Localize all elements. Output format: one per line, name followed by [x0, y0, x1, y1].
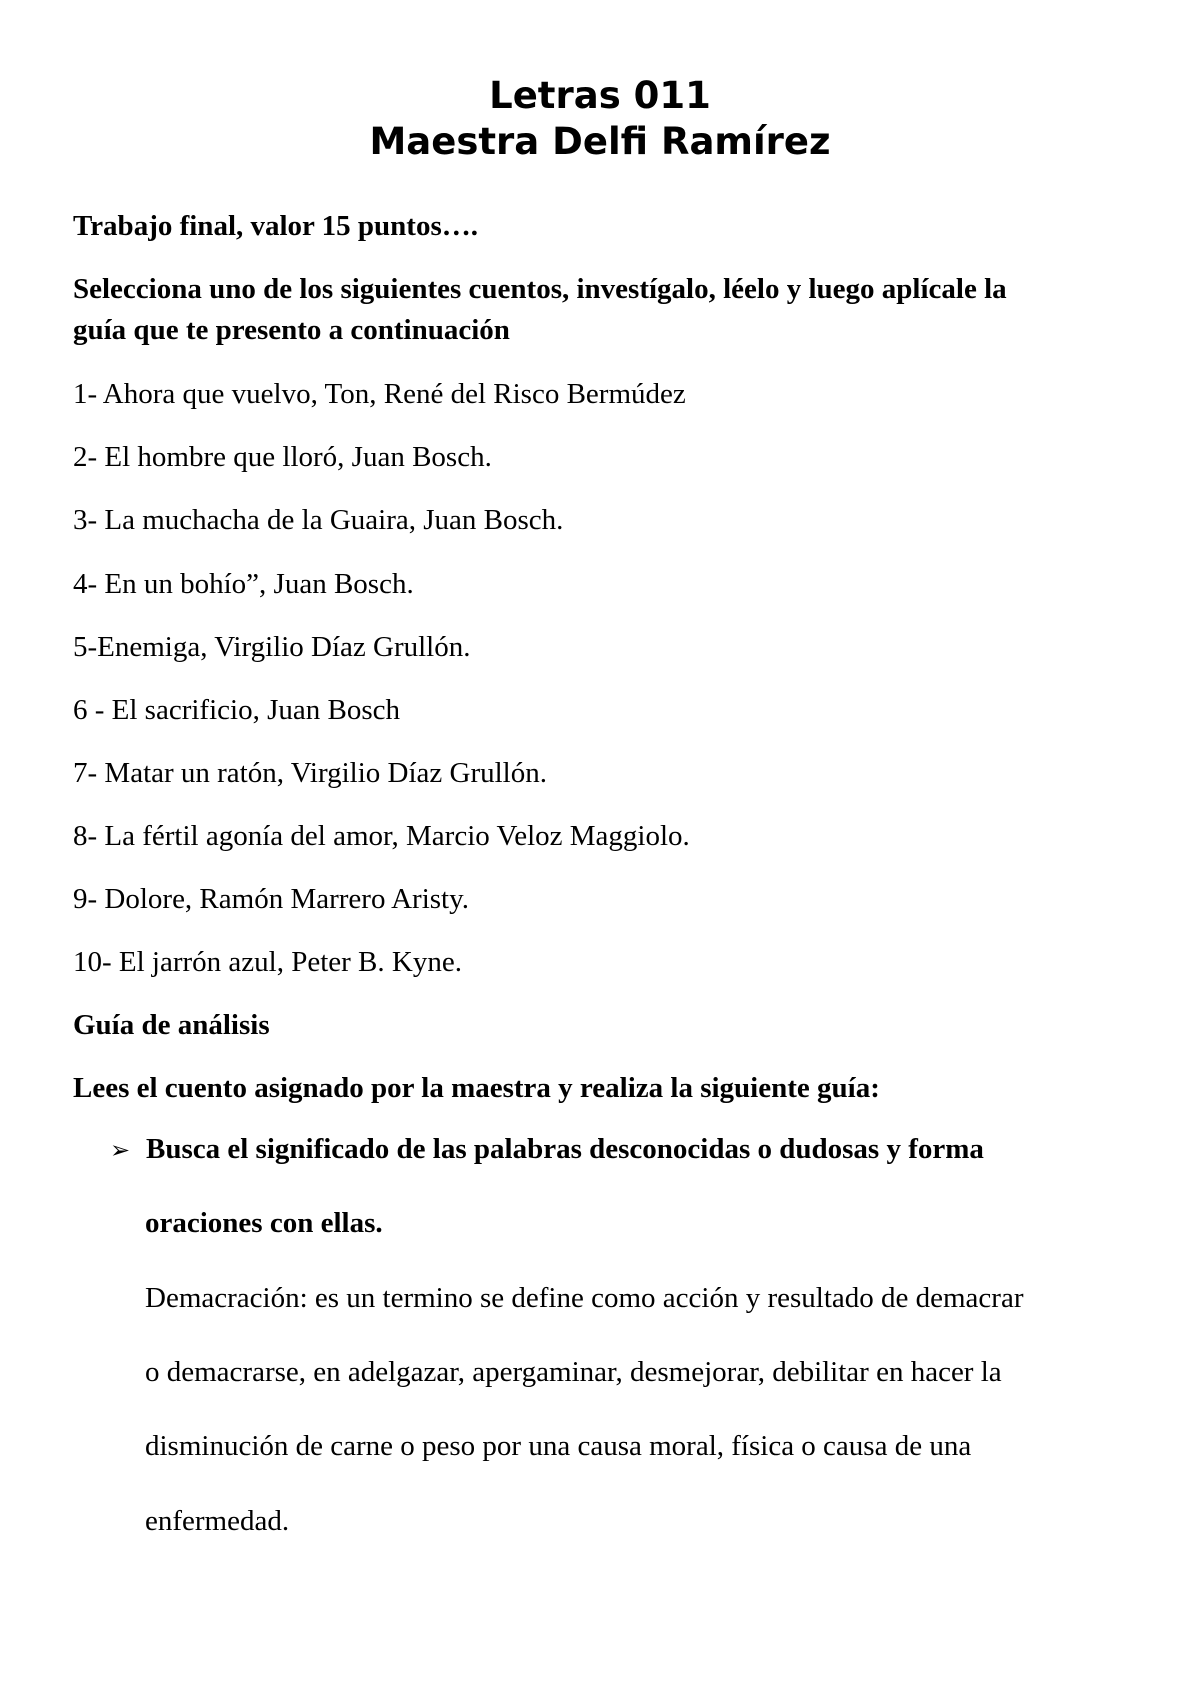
- definition-line-1: Demacración: es un termino se define como acción y resultado de demacrar: [145, 1282, 1024, 1314]
- bullet-text-line-1: Busca el significado de las palabras desconocidas o dudosas y forma: [146, 1133, 984, 1165]
- story-item-1: 1- Ahora que vuelvo, Ton, René del Risco Bermúdez: [73, 378, 686, 410]
- instructions-line-2: guía que te presento a continuación: [73, 314, 510, 346]
- story-item-8: 8- La fértil agonía del amor, Marcio Veloz Maggiolo.: [73, 820, 690, 852]
- bullet-text-line-2: oraciones con ellas.: [145, 1207, 383, 1239]
- course-title: Letras 011: [489, 74, 711, 117]
- assignment-line: Trabajo final, valor 15 puntos….: [73, 210, 478, 242]
- story-item-2: 2- El hombre que lloró, Juan Bosch.: [73, 441, 492, 473]
- definition-line-2: o demacrarse, en adelgazar, apergaminar, desmejorar, debilitar en hacer la: [145, 1356, 1002, 1388]
- story-item-5: 5-Enemiga, Virgilio Díaz Grullón.: [73, 631, 471, 663]
- story-item-9: 9- Dolore, Ramón Marrero Aristy.: [73, 883, 469, 915]
- instructions-line-1: Selecciona uno de los siguientes cuentos, investígalo, léelo y luego aplícale la: [73, 273, 1007, 305]
- story-item-7: 7- Matar un ratón, Virgilio Díaz Grullón.: [73, 757, 547, 789]
- story-item-3: 3- La muchacha de la Guaira, Juan Bosch.: [73, 504, 564, 536]
- teacher-name: Maestra Delfi Ramírez: [369, 120, 831, 163]
- guide-instruction: Lees el cuento asignado por la maestra y realiza la siguiente guía:: [73, 1072, 880, 1104]
- definition-line-4: enfermedad.: [145, 1505, 290, 1537]
- story-item-10: 10- El jarrón azul, Peter B. Kyne.: [73, 946, 462, 978]
- guide-bullet-item: [110, 1131, 984, 1168]
- arrowhead-bullet-icon: ➢: [110, 1136, 131, 1164]
- story-item-6: 6 - El sacrificio, Juan Bosch: [73, 694, 400, 726]
- guide-heading: Guía de análisis: [73, 1009, 270, 1041]
- story-item-4: 4- En un bohío”, Juan Bosch.: [73, 568, 414, 600]
- definition-line-3: disminución de carne o peso por una causa moral, física o causa de una: [145, 1430, 972, 1462]
